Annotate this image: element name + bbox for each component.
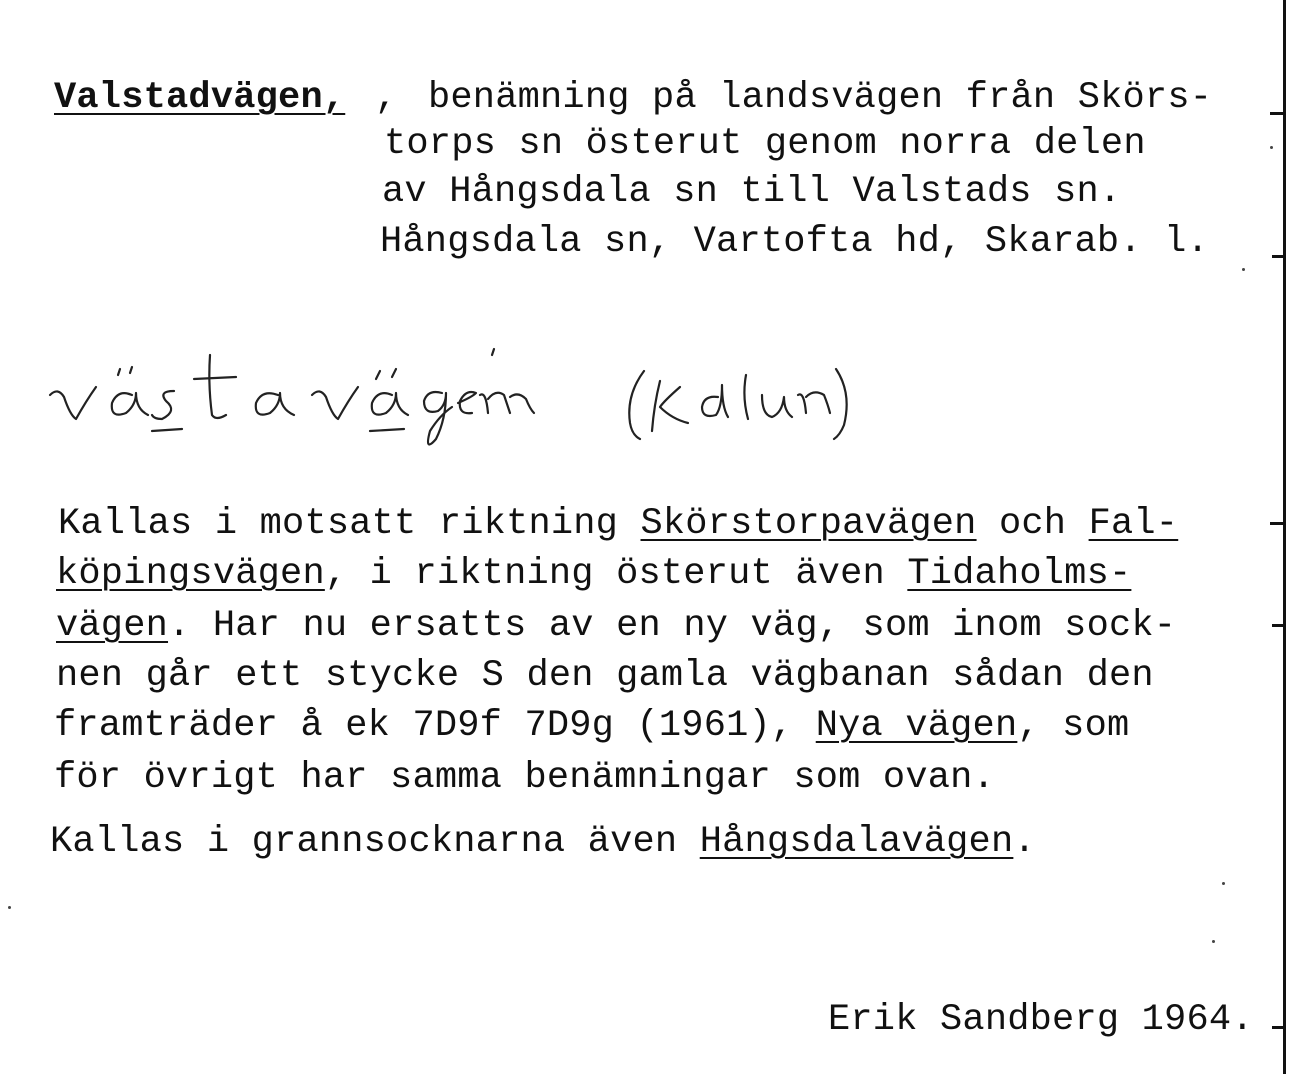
text-span: Kallas i motsatt riktning [58,503,641,545]
definition-line-1: benämning på landsvägen från Skörs- [428,77,1213,119]
signature: Erik Sandberg 1964. [828,999,1254,1041]
scan-speck [1270,146,1273,149]
card-edge-line [1283,0,1286,1074]
text-span: och [976,503,1089,545]
edge-tick [1270,522,1286,525]
underlined-name: Tidaholms- [907,553,1132,595]
paragraph1-line6: för övrigt har samma benämningar som ovan. [54,757,995,799]
scan-speck [1222,882,1225,885]
definition-line-4: Hångsdala sn, Vartofta hd, Skarab. l. [380,221,1209,263]
edge-tick [1272,624,1286,627]
paragraph2-line [50,820,1036,864]
scan-speck [1242,268,1245,271]
text-span: Kallas i grannsocknarna även [50,821,700,863]
edge-tick [1272,255,1286,258]
underlined-name: Hångsdalavägen [699,821,1014,863]
text-span: , som [1017,705,1130,747]
paragraph1-line2 [56,552,1131,596]
paragraph1-line3 [56,604,1176,648]
handwriting-drawing [40,335,870,455]
headword-suffix: , [375,77,398,119]
headword: Valstadvägen, [54,77,346,119]
edge-tick [1270,112,1286,115]
definition-line-3: av Hångsdala sn till Valstads sn. [382,171,1122,213]
paragraph1-line1 [58,502,1178,546]
edge-tick [1272,1026,1286,1029]
paragraph1-line5 [54,704,1129,748]
underlined-name: Fal- [1088,503,1179,545]
scan-speck [8,906,11,909]
text-span: . Har nu ersatts av en ny väg, som inom sock- [168,605,1177,647]
paragraph1-line4: nen går ett stycke S den gamla vägbanan sådan den [56,655,1154,697]
underlined-name: vägen [56,605,169,647]
scan-speck [1212,940,1215,943]
text-span: , i riktning österut även [324,553,908,595]
text-span: . [1013,821,1036,863]
underlined-name: Skörstorpavägen [640,503,977,545]
underlined-name: köpingsvägen [56,553,325,595]
handwritten-annotation [40,335,870,455]
definition-line-2: torps sn österut genom norra delen [384,123,1146,165]
text-span: framträder å ek 7D9f 7D9g (1961), [54,705,816,747]
underlined-name: Nya vägen [815,705,1018,747]
